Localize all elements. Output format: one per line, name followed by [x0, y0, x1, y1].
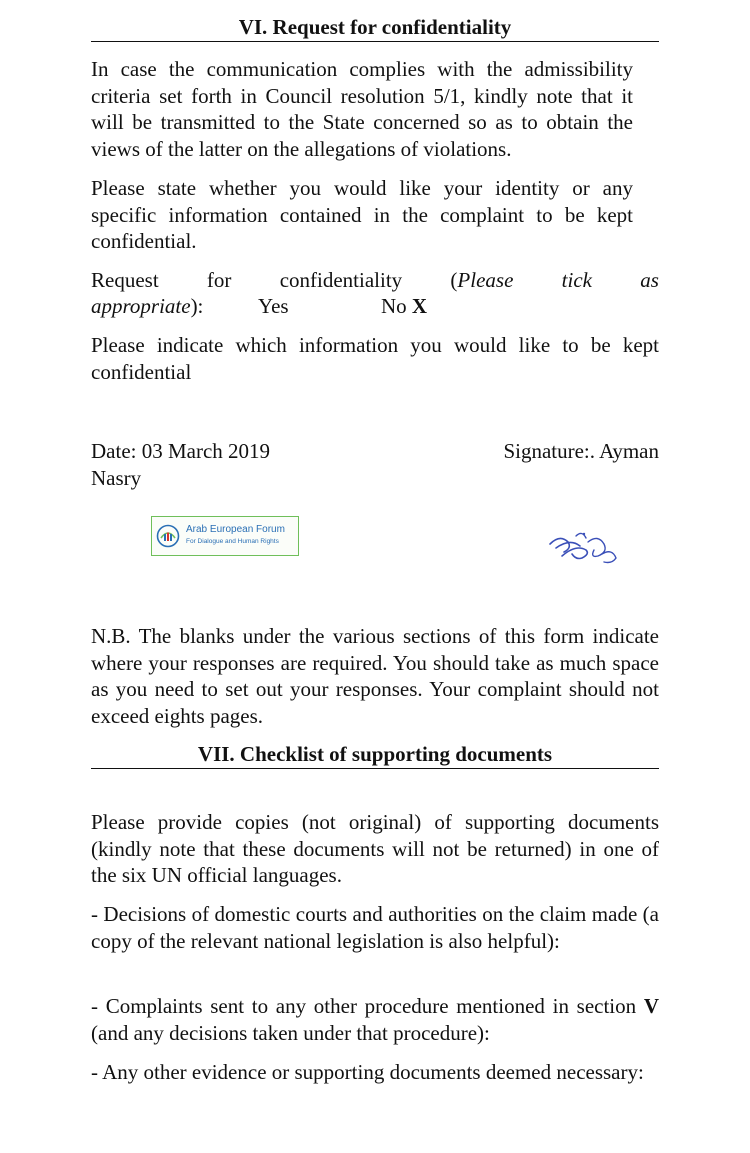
as-word: as: [640, 268, 659, 292]
section-vi-heading: VI. Request for confidentiality: [91, 14, 659, 42]
tick-word: tick: [561, 268, 592, 292]
supporting-documents-paragraph: Please provide copies (not original) of supporting documents (kindly note that these documents will not be returned) in one of the six UN official languages.: [91, 810, 659, 887]
handwritten-signature: [546, 526, 618, 570]
checklist-item-other-procedures: - Complaints sent to any other procedure mentioned in section V (and any decisions taken under that procedure):: [91, 994, 660, 1045]
confidentiality-request-line: [91, 267, 659, 294]
signature-label: Signature:. Ayman: [503, 439, 659, 463]
signature-name-continued: Nasry: [91, 466, 142, 490]
appropriate-word: appropriate: [91, 294, 191, 318]
nb-paragraph: N.B. The blanks under the various sections of this form indicate where your responses are required. You should take as much space as you need to set out your responses. Your complaint should not exceed eights pages.: [91, 624, 659, 728]
globe-people-icon: [156, 524, 180, 548]
date-text: Date: 03 March 2019: [91, 439, 271, 463]
section-vii-heading: VII. Checklist of supporting documents: [91, 741, 659, 769]
appropriate-suffix: ):: [190, 294, 204, 318]
tick-options-line: [91, 293, 659, 320]
request-word: Request: [91, 268, 159, 292]
organization-logo: [151, 516, 299, 556]
logo-name: Arab European Forum: [186, 524, 285, 535]
paren-open: (Please: [450, 268, 514, 292]
logo-text: [186, 524, 285, 548]
confidentiality-word: confidentiality: [279, 268, 403, 292]
no-tick-mark: X: [411, 294, 428, 318]
admissibility-paragraph: In case the communication complies with the admissibility criteria set forth in Council resolution 5/1, kindly note that it will be transmitted to the State concerned so as to obtain the views of the latter on the allegations of violations.: [91, 57, 633, 161]
no-option[interactable]: [381, 293, 427, 320]
checklist-item-domestic-decisions: - Decisions of domestic courts and authorities on the claim made (a copy of the relevant national legislation is also helpful):: [91, 902, 659, 953]
date-signature-line: [91, 438, 659, 465]
for-word: for: [206, 268, 232, 292]
identity-paragraph: Please state whether you would like your identity or any specific information contained in the complaint to be kept confidential.: [91, 176, 633, 253]
section-v-reference: V: [643, 994, 660, 1018]
indicate-information-paragraph: Please indicate which information you would like to be kept confidential: [91, 333, 659, 384]
no-label: No: [381, 294, 407, 318]
checklist-item-other-evidence: - Any other evidence or supporting documents deemed necessary:: [91, 1060, 644, 1084]
logo-tagline: For Dialogue and Human Rights: [186, 538, 279, 545]
please-word: Please: [457, 268, 514, 292]
yes-option[interactable]: Yes: [258, 294, 289, 318]
